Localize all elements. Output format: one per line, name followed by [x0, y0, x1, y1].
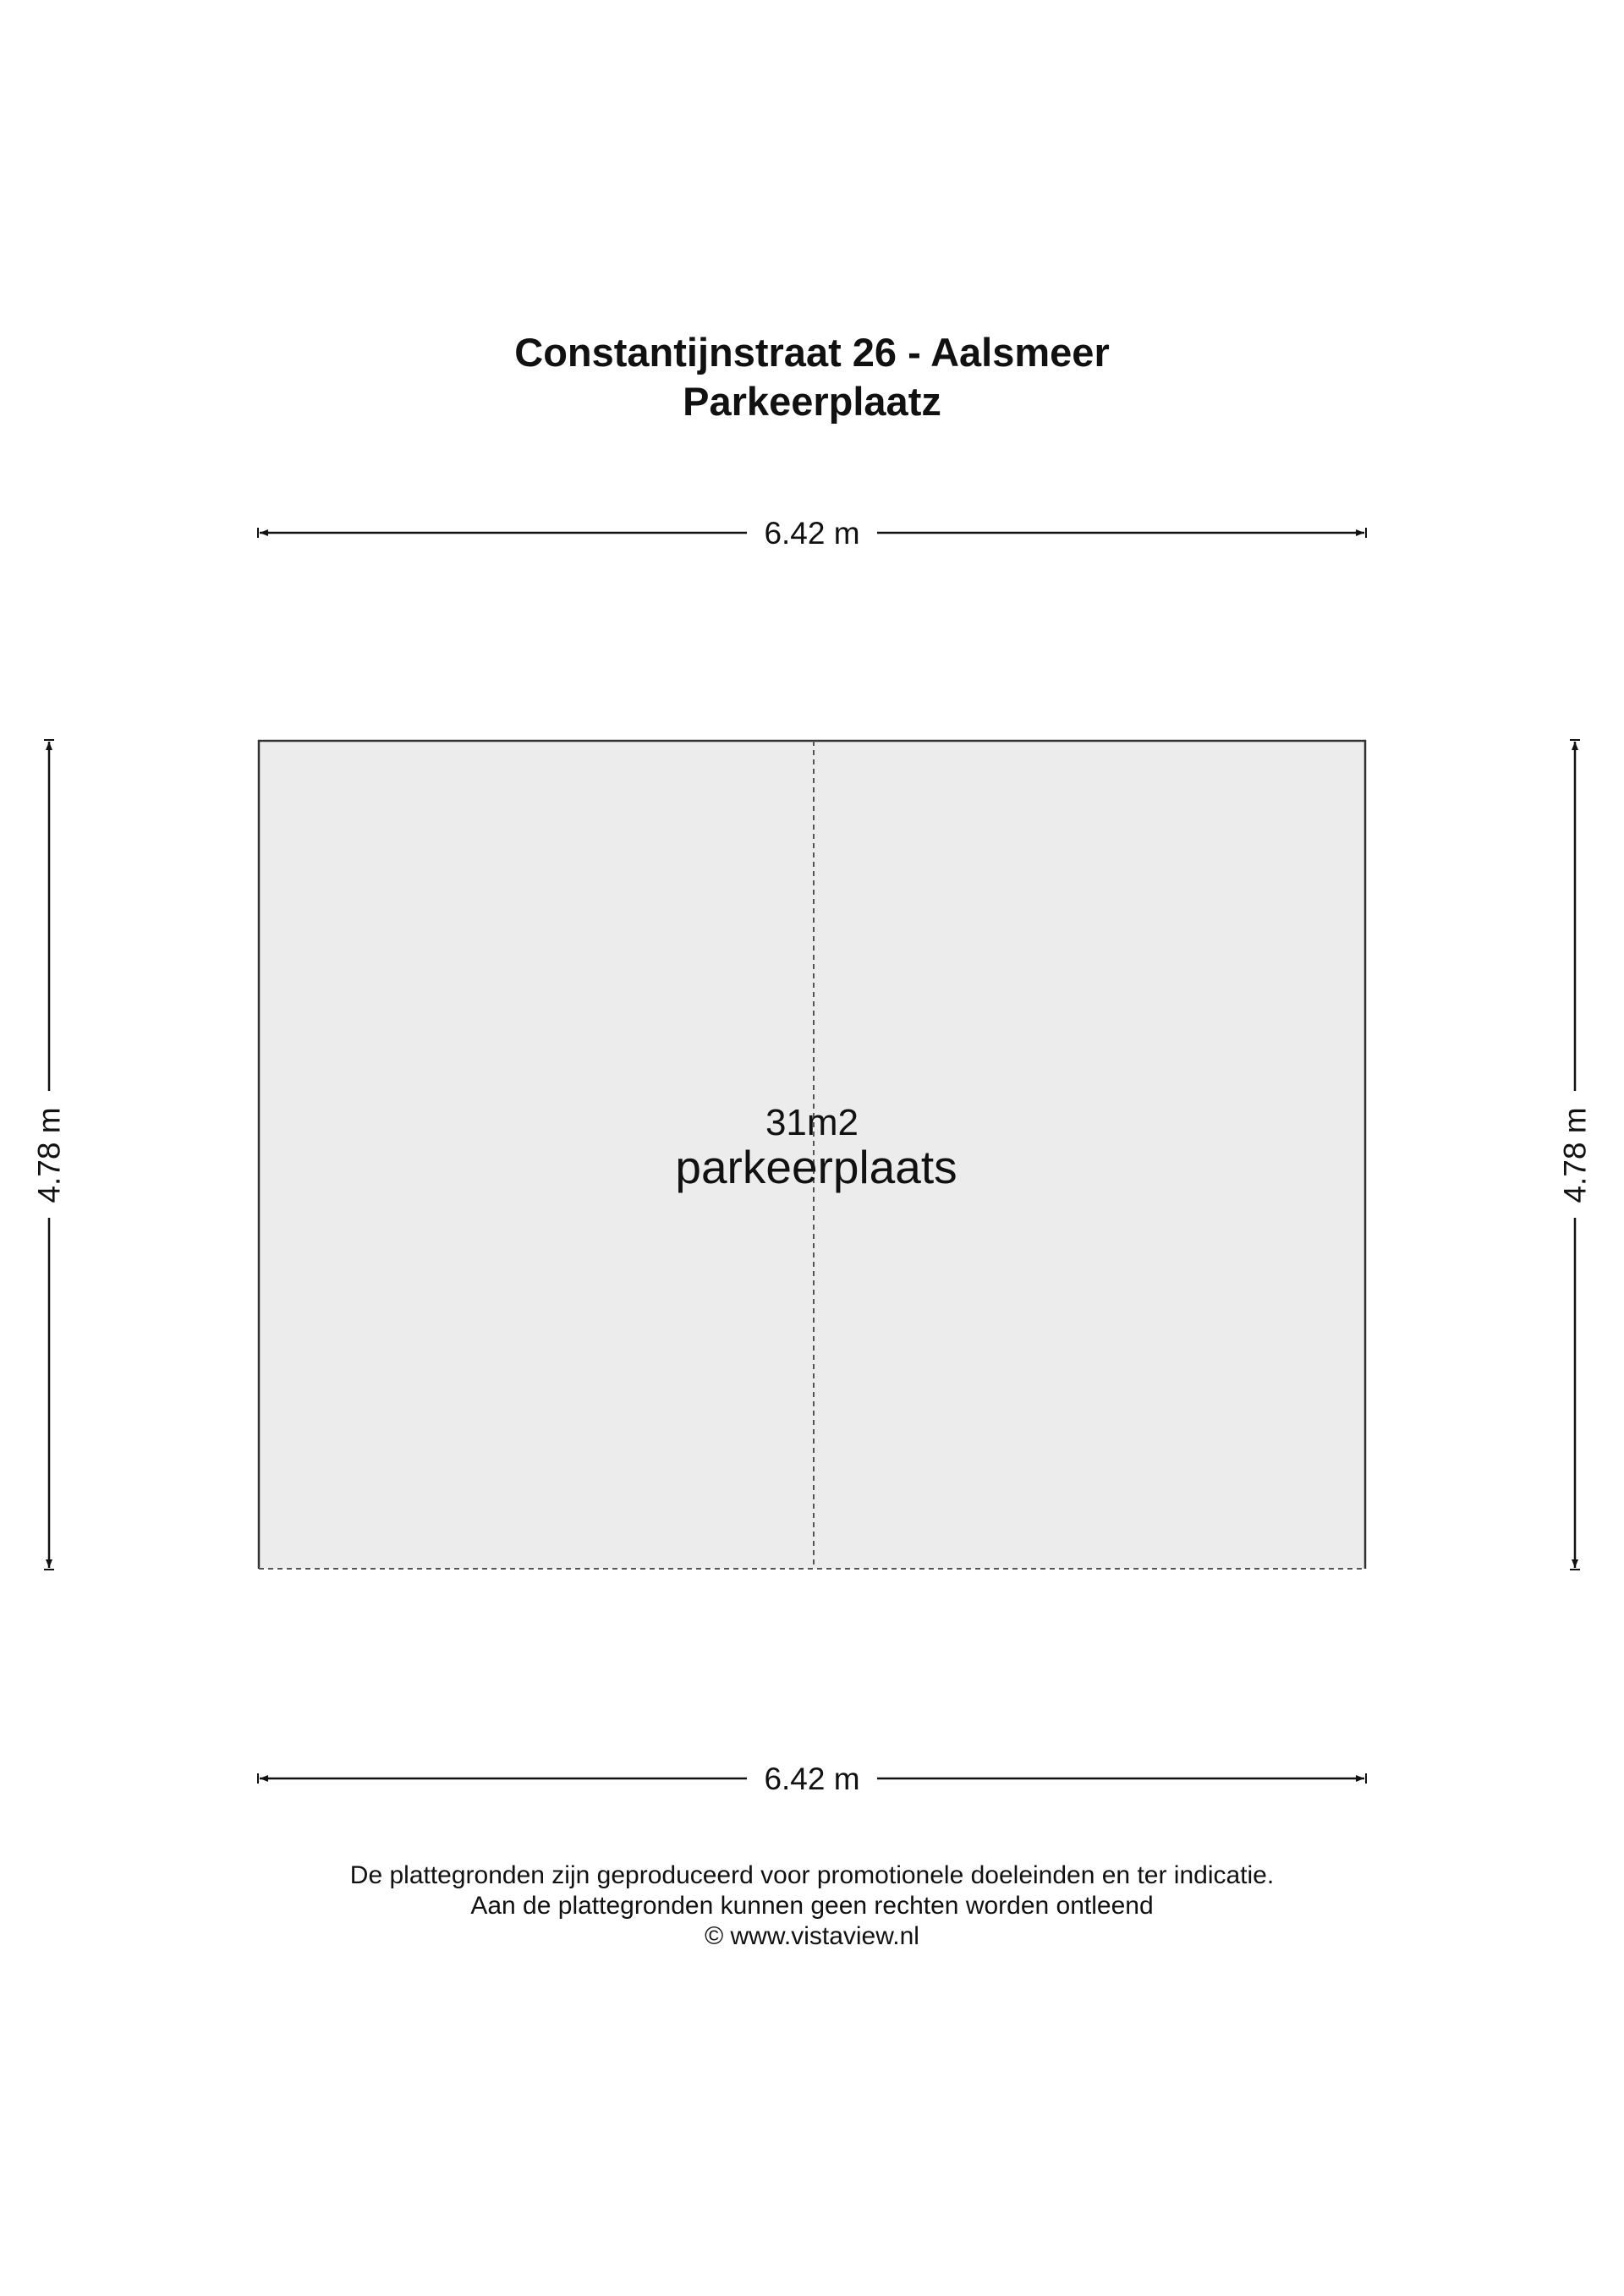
disclaimer-line-2: Aan de plattegronden kunnen geen rechten worden ontleend — [470, 1892, 1154, 1920]
right-height-label: 4.78 m — [1557, 1107, 1593, 1203]
copyright: © www.vistaview.nl — [705, 1922, 919, 1950]
right-dimension — [1558, 740, 1593, 1570]
left-height-label: 4.78 m — [31, 1107, 67, 1203]
top-dimension — [258, 516, 1366, 551]
room-name-label: parkeerplaats — [675, 1141, 957, 1193]
disclaimer-line-1: De plattegronden zijn geproduceerd voor promotionele doeleinden en ter indicatie. — [349, 1861, 1275, 1889]
floor-title: Parkeerplaatz — [683, 379, 941, 424]
plan-title: Constantijnstraat 26 - Aalsmeer — [514, 330, 1110, 375]
disclaimer — [0, 1860, 1624, 1952]
parking-area — [259, 741, 1365, 1569]
bottom-width-label: 6.42 m — [764, 1762, 860, 1796]
bottom-dimension — [258, 1762, 1366, 1796]
room-area-label: 31m2 — [765, 1102, 859, 1143]
top-width-label: 6.42 m — [764, 516, 860, 551]
left-dimension — [32, 740, 67, 1570]
